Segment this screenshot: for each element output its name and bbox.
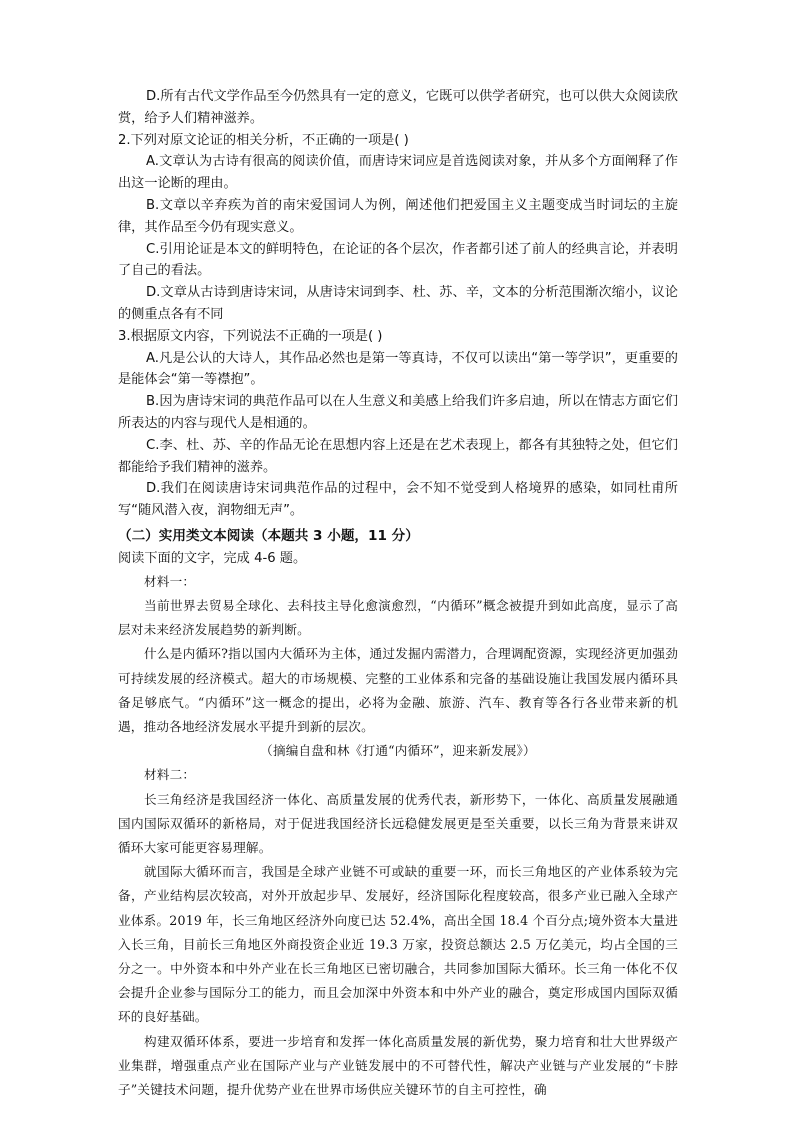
q2-option-c: C.引用论证是本文的鲜明特色，在论证的各个层次，作者都引述了前人的经典言论，并表明了自己的看法。 [118,241,678,279]
q2-stem: 2.下列对原文论证的相关分析，不正确的一项是( ) [118,132,409,148]
exam-page [118,86,678,1102]
material2-label: 材料二： [144,767,196,783]
section-heading: （二）实用类文本阅读（本题共 3 小题，11 分） [118,527,419,544]
material1-paragraph-1: 当前世界去贸易全球化、去科技主导化愈演愈烈，“内循环”概念被提升到如此高度，显示了高层对未来经济发展趋势的新判断。 [118,597,678,638]
material2-paragraph-1: 长三角经济是我国经济一体化、高质量发展的优秀代表，新形势下，一体化、高质量发展融通国内国际双循环的新格局，对于促进我国经济长远稳健发展更是至关重要，以长三角为背景来讲双循环大家可能更容易理解。 [118,791,678,855]
q1-option-d: D.所有古代文学作品至今仍然具有一定的意义，它既可以供学者研究，也可以供大众阅读欣赏，给予人们精神滋养。 [118,89,678,126]
q3-option-c: C.李、杜、苏、辛的作品无论在思想内容上还是在艺术表现上，都各有其独特之处，但它们都能给予我们精神的滋养。 [118,437,678,475]
q2-option-b: B.文章以辛弃疾为首的南宋爱国词人为例，阐述他们把爱国主义主题变成当时词坛的主旋律，其作品至今仍有现实意义。 [118,197,678,235]
material1-paragraph-2: 什么是内循环?指以国内大循环为主体，通过发掘内需潜力，合理调配资源，实现经济更加强劲可持续发展的经济模式。超大的市场规模、完整的工业体系和完备的基础设施让我国发展内循环具备足够底气。“内循环”这一概念的提出，必将为金融、旅游、汽车、教育等各行各业带来新的机遇，推动各地经济发展水平提升到新的层次。 [118,646,678,734]
material2-paragraph-2: 就国际大循环而言，我国是全球产业链不可或缺的重要一环，而长三角地区的产业体系较为完备，产业结构层次较高，对外开放起步早、发展好，经济国际化程度较高，很多产业已融入全球产业体系。2019 年，长三角地区经济外向度已达 52.4%，高出全国 18.4 个百分点;境外资本大量进入长三角，目前长三角地区外商投资企业近 19.3 万家，投资总额达 2.5 万亿美元，均占全国的三分之一。中外资本和中外产业在长三角地区已密切融合，共同参加国际大循环。长三角一体化不仅会提升企业参与国际分工的能力，而且会加深中外资本和中外产业的融合，奠定形成国内国际双循环的良好基础。 [118,864,678,1025]
q2-option-a: A.文章认为古诗有很高的阅读价值，而唐诗宋词应是首选阅读对象，并从多个方面阐释了作出这一论断的理由。 [118,154,678,192]
q2-option-d: D.文章从古诗到唐诗宋词，从唐诗宋词到李、杜、苏、辛，文本的分析范围渐次缩小，议论的侧重点各有不同 [118,285,678,322]
material1-source: （摘编自盘和林《打通“内循环”，迎来新发展》） [260,743,536,759]
material1-label: 材料一： [144,573,196,589]
section-instruction: 阅读下面的文字，完成 4-6 题。 [118,550,307,566]
q3-option-b: B.因为唐诗宋词的典范作品可以在人生意义和美感上给我们许多启迪，所以在情志方面它们所表达的内容与现代人是相通的。 [118,394,678,431]
material2-paragraph-3: 构建双循环体系，要进一步培育和发挥一体化高质量发展的新优势，聚力培育和壮大世界级产业集群，增强重点产业在国际产业与产业链发展中的不可替代性，解决产业链与产业发展的“卡脖子”关键技术问题，提升优势产业在世界市场供应关键环节的自主可控性，确 [118,1033,678,1097]
q3-option-a: A.凡是公认的大诗人，其作品必然也是第一等真诗，不仅可以读出“第一等学识”，更重要的是能体会“第一等襟抱”。 [118,350,678,388]
q3-stem: 3.根据原文内容，下列说法不正确的一项是( ) [118,328,383,344]
q3-option-d: D.我们在阅读唐诗宋词典范作品的过程中，会不知不觉受到人格境界的感染，如同杜甫所写“随风潜入夜，润物细无声”。 [118,481,678,519]
